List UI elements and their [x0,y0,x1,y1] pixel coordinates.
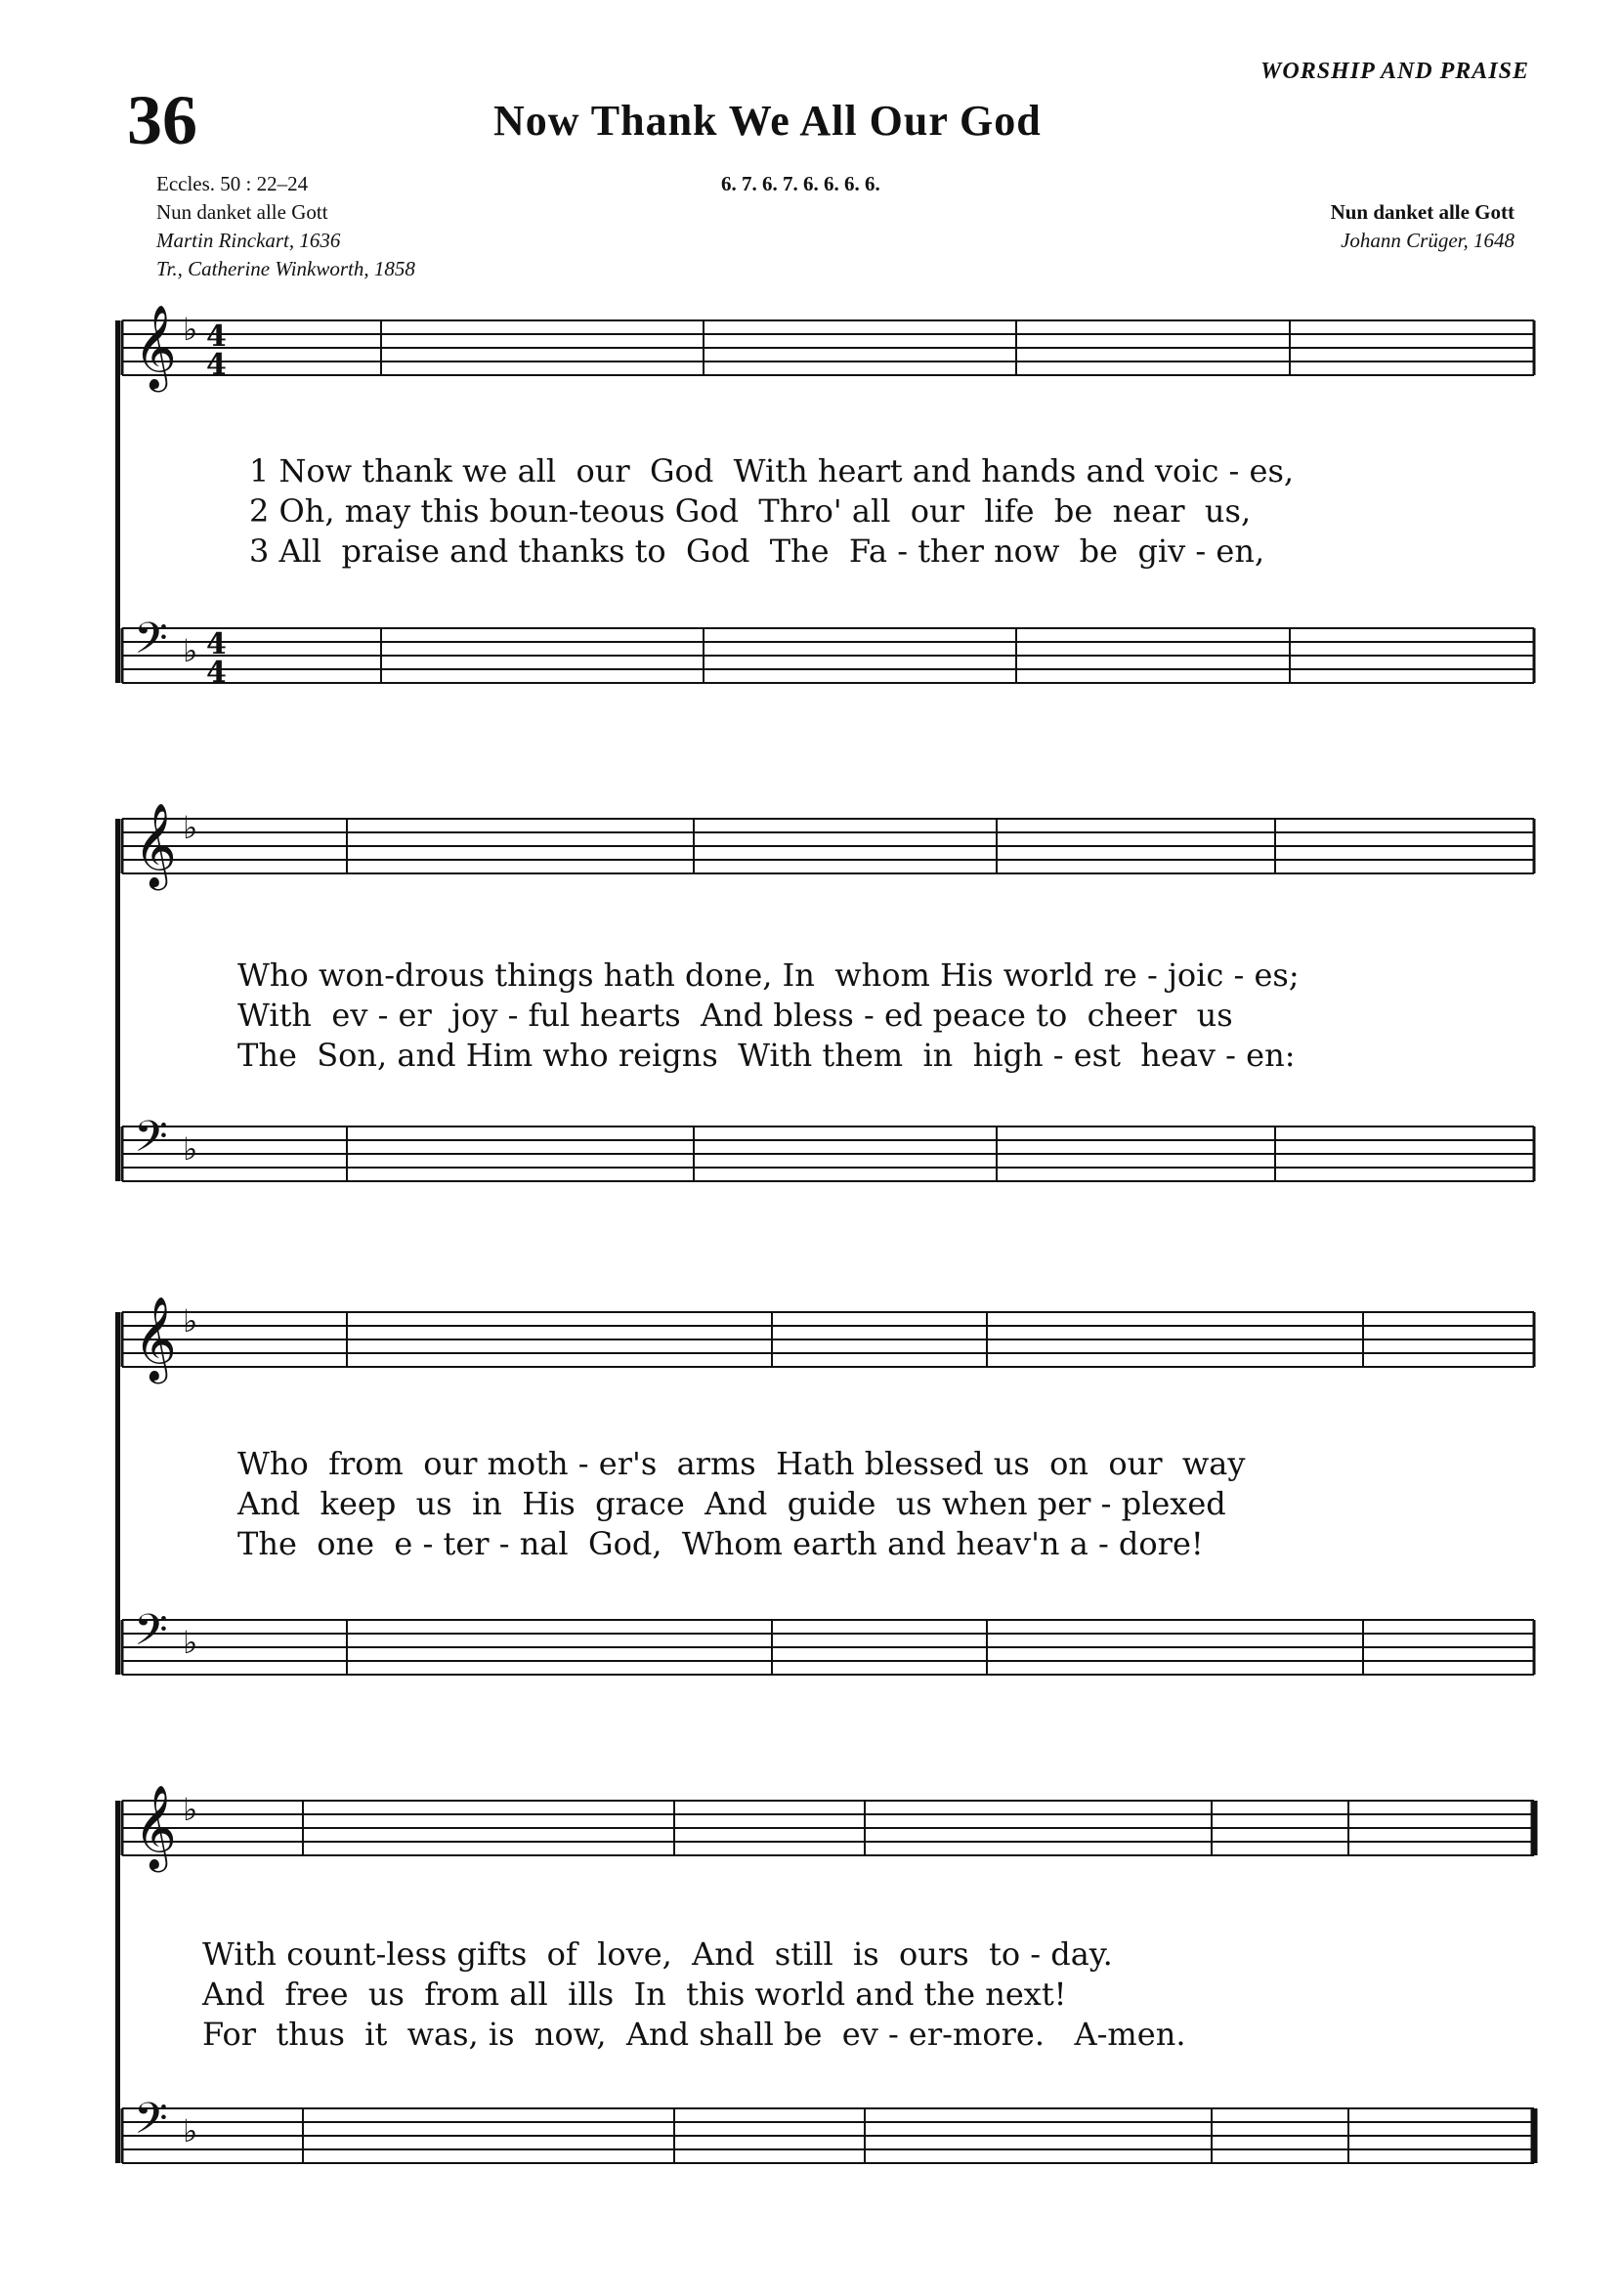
time-signature-bottom: 4 [206,348,227,382]
lyric-line: And keep us in His grace And guide us when per - plexed [237,1485,1226,1522]
lyric-line: The one e - ter - nal God, Whom earth and heav'n a - dore! [237,1525,1204,1562]
system-bracket [115,320,120,683]
lyric-line: For thus it was, is now, And shall be ev - er-more. A-men. [202,2016,1186,2053]
system-bracket [115,819,120,1181]
flat-sign-icon: ♭ [183,809,198,846]
right-credits [1331,198,1515,255]
bass-staff [0,1099,1622,1216]
left-credits [156,170,415,283]
meter: 6. 7. 6. 7. 6. 6. 6. 6. [721,172,880,195]
lyric-line: The Son, and Him who reigns With them in high - est heav - en: [237,1037,1296,1074]
treble-clef-icon: 𝄞 [134,1785,177,1869]
lyric-line: And free us from all ills In this world and the next! [202,1976,1067,2013]
treble-clef-icon: 𝄞 [134,1297,177,1381]
time-signature-top: 4 [206,319,227,354]
lyric-line: 1 Now thank we all our God With heart and hands and voic - es, [249,452,1295,489]
lyric-line: With count-less gifts of love, And still is ours to - day. [202,1935,1113,1973]
flat-sign-icon: ♭ [183,1624,198,1661]
lyric-line: 3 All praise and thanks to God The Fa - ther now be giv - en, [249,532,1265,570]
treble-clef-icon: 𝄞 [134,305,177,389]
lyric-line: Who won-drous things hath done, In whom His world re - joic - es; [237,957,1300,994]
lyric-line: With ev - er joy - ful hearts And bless - ed peace to cheer us [237,997,1233,1034]
flat-sign-icon: ♭ [183,2112,198,2149]
tune-name: Nun danket alle Gott [1330,200,1515,224]
time-signature-top: 4 [206,627,227,661]
bass-clef-icon: 𝄢 [134,1604,168,1666]
lyric-line: Who from our moth - er's arms Hath blessed us on our way [237,1445,1246,1482]
treble-staff [0,1285,1622,1402]
lyric-line: 2 Oh, may this boun-teous God Thro' all our life be near us, [249,492,1252,530]
bass-clef-icon: 𝄢 [134,2093,168,2154]
system-bracket [115,1801,120,2163]
flat-sign-icon: ♭ [183,1130,198,1168]
bass-staff [0,601,1622,718]
treble-staff [0,293,1622,410]
flat-sign-icon: ♭ [183,311,198,348]
flat-sign-icon: ♭ [183,632,198,669]
composer: Johann Crüger, 1648 [1341,229,1515,252]
hymn-title: Now Thank We All Our God [493,97,1042,145]
section-heading: WORSHIP AND PRAISE [1260,59,1529,84]
time-signature-bottom: 4 [206,656,227,690]
flat-sign-icon: ♭ [183,1791,198,1828]
system-bracket [115,1312,120,1675]
scripture-reference: Eccles. 50 : 22–24 [156,172,309,195]
treble-clef-icon: 𝄞 [134,803,177,887]
hymn-number: 36 [127,81,197,159]
original-title: Nun danket alle Gott [156,200,328,224]
treble-staff [0,1773,1622,1891]
bass-staff [0,1593,1622,1710]
bass-clef-icon: 𝄢 [134,613,168,674]
bass-staff [0,2081,1622,2198]
bass-clef-icon: 𝄢 [134,1111,168,1172]
flat-sign-icon: ♭ [183,1302,198,1339]
translator: Tr., Catherine Winkworth, 1858 [156,257,415,280]
author: Martin Rinckart, 1636 [156,229,341,252]
treble-staff [0,791,1622,909]
